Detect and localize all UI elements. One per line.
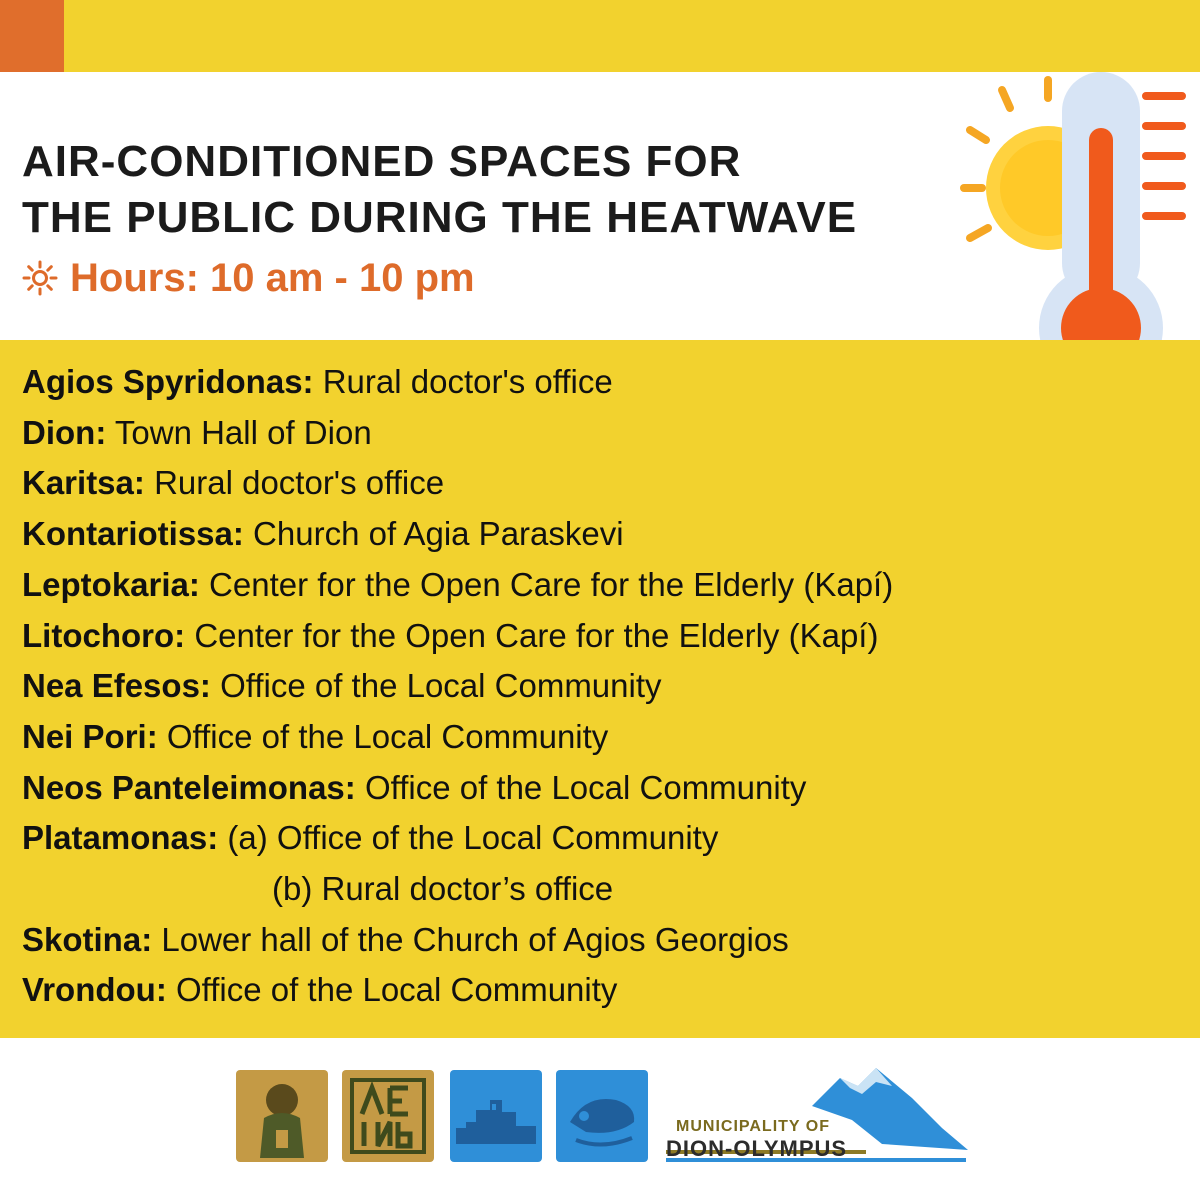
sun-icon (22, 260, 58, 296)
list-item (22, 611, 893, 662)
title-line-1: AIR-CONDITIONED SPACES FOR (22, 137, 742, 186)
venue: Center for the Open Care for the Elderly (Kapí) (194, 616, 879, 654)
venue: Office of the Local Community (364, 768, 807, 806)
corner-accent (0, 0, 64, 72)
mosaic-logo (556, 1070, 648, 1162)
place-name: Karitsa: (22, 464, 145, 502)
saint-icon-logo (236, 1070, 328, 1162)
ancient-letters-logo (342, 1070, 434, 1162)
list-item (22, 915, 893, 966)
venue: Rural doctor's office (322, 363, 613, 400)
place-name: Kontariotissa: (22, 515, 244, 553)
list-item (22, 408, 893, 459)
hours-line (22, 254, 475, 302)
list-item (22, 458, 893, 509)
venue: Office of the Local Community (166, 717, 609, 755)
venue: Office of the Local Community (175, 971, 618, 1009)
venue: Rural doctor's office (154, 464, 445, 502)
list-item (22, 712, 893, 763)
place-name: Leptokaria: (22, 565, 200, 603)
list-item (22, 965, 893, 1016)
castle-logo (450, 1070, 542, 1162)
venue: Church of Agia Paraskevi (253, 515, 624, 553)
place-name: Skotina: (22, 920, 153, 958)
venue: (a) Office of the Local Community (227, 819, 719, 857)
hours-text: Hours: 10 am - 10 pm (70, 255, 475, 300)
municipality-name: DION-OLYMPUS (666, 1136, 848, 1161)
venue: (b) Rural doctor’s office (272, 870, 614, 908)
list-item (22, 661, 893, 712)
place-name: Neos Panteleimonas: (22, 768, 356, 806)
place-name: Platamonas: (22, 819, 219, 857)
place-name: Vrondou: (22, 971, 167, 1009)
venue: Office of the Local Community (220, 667, 662, 705)
venue: Center for the Open Care for the Elderly (Kapí) (209, 565, 894, 603)
municipality-label: MUNICIPALITY OF (676, 1118, 830, 1135)
locations-list (22, 357, 893, 1016)
title-line-2: THE PUBLIC DURING THE HEATWAVE (22, 193, 858, 242)
place-name: Nea Efesos: (22, 667, 211, 705)
list-item (22, 864, 893, 915)
list-item (22, 763, 893, 814)
page-title (22, 134, 857, 246)
list-item (22, 813, 893, 864)
place-name: Litochoro: (22, 616, 186, 654)
list-item (22, 560, 893, 611)
venue: Lower hall of the Church of Agios Georgios (161, 920, 789, 958)
list-item (22, 357, 893, 408)
place-name: Nei Pori: (22, 717, 158, 755)
venue: Town Hall of Dion (114, 413, 372, 451)
place-name: Dion: (22, 413, 107, 451)
place-name: Agios Spyridonas: (22, 363, 314, 400)
list-item (22, 509, 893, 560)
